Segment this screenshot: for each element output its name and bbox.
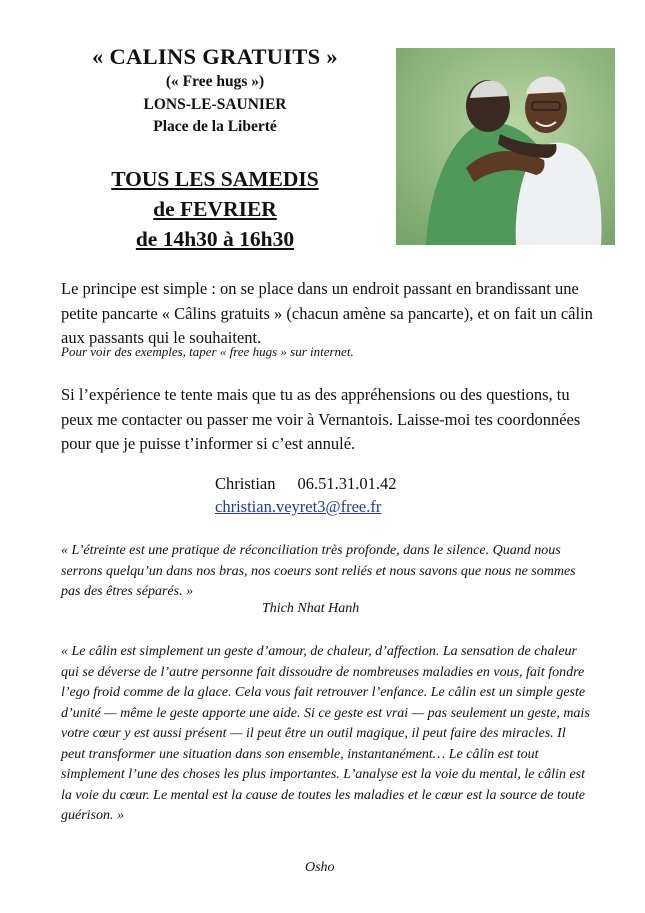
quote-osho: « Le câlin est simplement un geste d’amour, de chaleur, d’affection. La sensation de chaleur qui se déverse de l’autre personne fait dissoudre de nombreuses maladies en vous, fait fondre l’ego froid comme de la glace. Cela vous fait retrouver l’enfance. Le câlin est un simple geste d’unité — même le geste apporte une aide. Si ce geste est vrai — pas seulement un geste, mais votre cœur y est aussi présent — il peut être un outil magique, il peut faire des miracles. Il peut transformer une situation dans son ensemble, instantanément… Le câlin est tout simplement l’une des choses les plus importantes. L’analyse est la voie du mental, le câlin est la voie du cœur. Le mental est la cause de toutes les maladies et le cœur est la source de toute guérison. »: [61, 644, 590, 823]
place-name: Place de la Liberté: [153, 118, 277, 135]
schedule-month: de FEVRIER: [153, 197, 277, 221]
page-title: « CALINS GRATUITS »: [92, 44, 338, 69]
subtitle-free-hugs: (« Free hugs »): [165, 73, 265, 90]
quote-author-osho: Osho: [305, 860, 335, 875]
contact-email-link[interactable]: christian.veyret3@free.fr: [215, 497, 382, 516]
contact-paragraph: Si l’expérience te tente mais que tu as des appréhensions ou des questions, tu peux me contacter ou passer me voir à Vernantois. Laisse-moi tes coordonnées pour que je puisse t’informer si c’est annulé.: [61, 385, 581, 453]
quote-author-thich-nhat-hanh: Thich Nhat Hanh: [262, 601, 360, 616]
examples-hint: Pour voir des exemples, taper « free hugs » sur internet.: [61, 344, 354, 359]
contact-name: Christian: [215, 474, 276, 493]
schedule-days: TOUS LES SAMEDIS: [111, 167, 319, 191]
city-name: LONS-LE-SAUNIER: [143, 96, 287, 113]
schedule-hours: de 14h30 à 16h30: [135, 227, 295, 251]
two-men-hugging-photo: [396, 48, 615, 245]
principle-paragraph: Le principe est simple : on se place dans un endroit passant en brandissant une petite pancarte « Câlins gratuits » (chacun amène sa pancarte), et on fait un câlin aux passants qui le souhaitent.: [61, 279, 593, 347]
contact-phone: 06.51.31.01.42: [297, 474, 397, 493]
quote-thich-nhat-hanh: « L’étreinte est une pratique de réconciliation très profonde, dans le silence. Quand nous serrons quelqu’un dans nos bras, nos coeurs sont reliés et nous savons que nous ne sommes pas des êtres séparés. »: [61, 543, 576, 599]
contact-line: [215, 474, 397, 494]
